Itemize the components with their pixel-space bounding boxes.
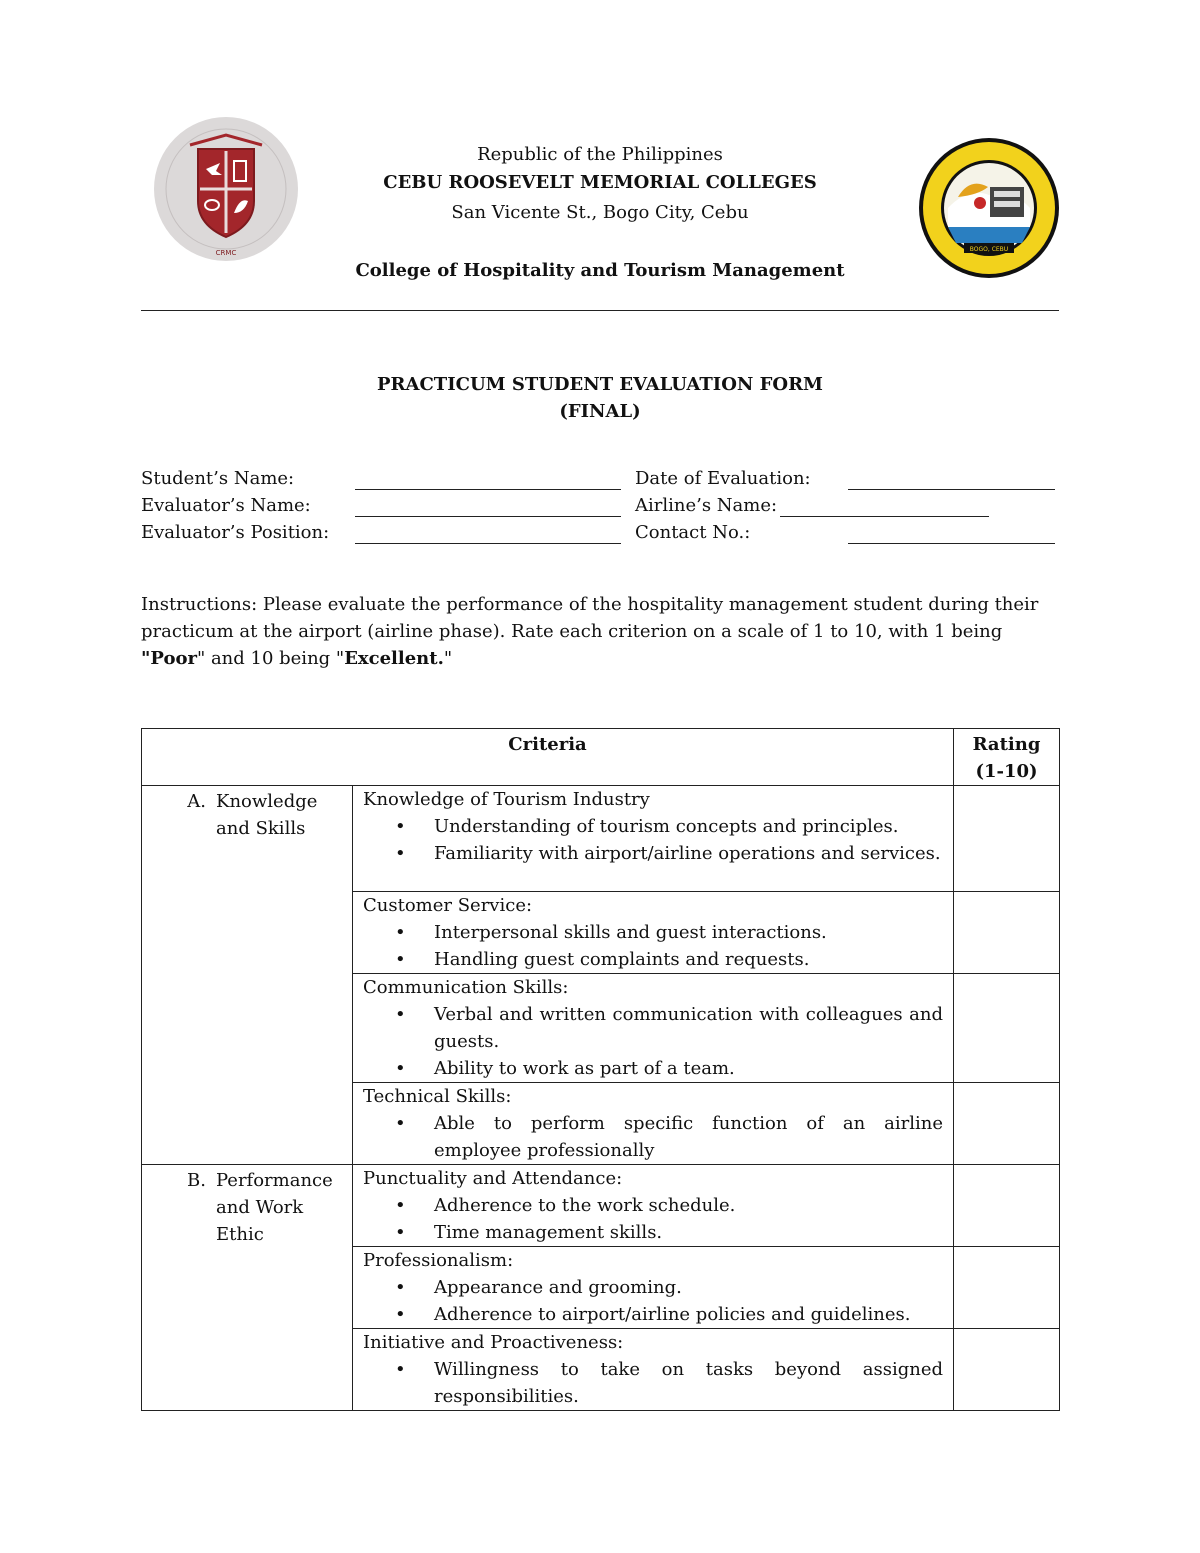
list-item — [363, 1301, 943, 1328]
header-address: San Vicente St., Bogo City, Cebu — [451, 202, 749, 223]
rating-input-cell[interactable] — [954, 1329, 1060, 1411]
criterion-cell — [353, 892, 954, 974]
table-row — [142, 1165, 1060, 1247]
category-name-line: and Work — [216, 1197, 304, 1218]
table-header-row — [142, 729, 1060, 786]
list-item — [363, 840, 943, 867]
bullet-icon: • — [395, 1195, 406, 1216]
rating-header — [954, 729, 1060, 786]
hospitality-department-logo — [154, 117, 298, 261]
criterion-title: Initiative and Proactiveness: — [363, 1332, 624, 1353]
bullet-icon: • — [395, 843, 406, 864]
evaluator-name-field[interactable] — [355, 516, 621, 517]
rating-input-cell[interactable] — [954, 892, 1060, 974]
criterion-list — [363, 1274, 943, 1328]
rating-input-cell[interactable] — [954, 786, 1060, 892]
list-item — [363, 1219, 943, 1246]
table-row — [142, 786, 1060, 892]
criterion-title: Professionalism: — [363, 1250, 514, 1271]
airline-name-field[interactable] — [780, 516, 989, 517]
list-item-text: Verbal and written communication with colleagues and guests. — [434, 1004, 943, 1052]
criterion-list — [363, 813, 943, 867]
poor-label: Poor — [150, 648, 197, 669]
category-name-line: Knowledge — [216, 791, 318, 812]
bullet-icon: • — [395, 1113, 406, 1134]
instructions-text-1: Instructions: Please evaluate the performance of the hospitality management student during their practicum at the airport (airline phase). Rate each criterion on a scale of 1 to 10, with 1 being — [141, 594, 1039, 642]
bullet-icon: • — [395, 1222, 406, 1243]
rating-input-cell[interactable] — [954, 1247, 1060, 1329]
left-logo-caption: CRMC — [215, 249, 237, 257]
list-item — [363, 1356, 943, 1410]
list-item — [363, 1055, 943, 1082]
criterion-list — [363, 1192, 943, 1246]
category-a-cell — [142, 786, 353, 1165]
list-item-text: Able to perform specific function of an airline employee professionally — [434, 1113, 943, 1161]
list-item-text: Appearance and grooming. — [434, 1277, 682, 1298]
bullet-icon: • — [395, 1359, 406, 1380]
list-item-text: Familiarity with airport/airline operations and services. — [434, 843, 941, 864]
criterion-list — [363, 1356, 943, 1410]
list-item-text: Ability to work as part of a team. — [434, 1058, 735, 1079]
list-item — [363, 813, 943, 840]
criterion-cell — [353, 1329, 954, 1411]
quote-close-poor: " — [196, 648, 206, 669]
header-college-name: CEBU ROOSEVELT MEMORIAL COLLEGES — [383, 172, 817, 193]
date-of-evaluation-label: Date of Evaluation: — [635, 468, 811, 489]
category-b-name — [216, 1167, 346, 1248]
criterion-cell — [353, 1165, 954, 1247]
contact-no-field[interactable] — [848, 543, 1055, 544]
list-item-text: Handling guest complaints and requests. — [434, 949, 810, 970]
contact-no-label: Contact No.: — [635, 522, 751, 543]
right-logo-bottom-text: BOGO, CEBU — [969, 246, 1009, 253]
criterion-cell — [353, 1247, 954, 1329]
bullet-icon: • — [395, 1304, 406, 1325]
criterion-title: Technical Skills: — [363, 1086, 512, 1107]
instructions-paragraph — [141, 591, 1061, 672]
list-item — [363, 1274, 943, 1301]
category-name-line: and Skills — [216, 818, 306, 839]
list-item — [363, 919, 943, 946]
list-item — [363, 1110, 943, 1164]
evaluator-position-label: Evaluator’s Position: — [141, 522, 330, 543]
rating-header-line2: (1-10) — [975, 761, 1038, 782]
bullet-icon: • — [395, 816, 406, 837]
list-item-text: Time management skills. — [434, 1222, 663, 1243]
evaluator-name-label: Evaluator’s Name: — [141, 495, 311, 516]
bullet-icon: • — [395, 949, 406, 970]
criterion-title: Customer Service: — [363, 895, 533, 916]
rating-input-cell[interactable] — [954, 1165, 1060, 1247]
student-name-field[interactable] — [355, 489, 621, 490]
form-subtitle: (FINAL) — [559, 401, 641, 422]
category-a-name — [216, 788, 346, 842]
criterion-list — [363, 919, 943, 973]
excellent-label: Excellent. — [344, 648, 444, 669]
rating-input-cell[interactable] — [954, 974, 1060, 1083]
instructions-text-2: and 10 being — [205, 648, 336, 669]
criteria-header: Criteria — [142, 729, 954, 786]
list-item-text: Interpersonal skills and guest interactions. — [434, 922, 827, 943]
header-divider — [141, 310, 1059, 311]
criterion-cell — [353, 974, 954, 1083]
rating-input-cell[interactable] — [954, 1083, 1060, 1165]
quote-close-excellent: " — [443, 648, 453, 669]
criterion-title: Knowledge of Tourism Industry — [363, 789, 650, 810]
list-item-text: Adherence to airport/airline policies and guidelines. — [434, 1304, 911, 1325]
evaluator-position-field[interactable] — [355, 543, 621, 544]
list-item-text: Adherence to the work schedule. — [434, 1195, 736, 1216]
date-of-evaluation-field[interactable] — [848, 489, 1055, 490]
category-b-cell — [142, 1165, 353, 1411]
airline-name-label: Airline’s Name: — [635, 495, 778, 516]
form-title: PRACTICUM STUDENT EVALUATION FORM — [377, 374, 823, 395]
header-department: College of Hospitality and Tourism Management — [355, 260, 845, 281]
college-seal-logo — [918, 137, 1060, 279]
list-item — [363, 946, 943, 973]
quote-open-poor: " — [141, 648, 151, 669]
category-letter: B. — [187, 1170, 206, 1191]
list-item — [363, 1192, 943, 1219]
bullet-icon: • — [395, 1058, 406, 1079]
criterion-list — [363, 1110, 943, 1164]
criterion-list — [363, 1001, 943, 1082]
bullet-icon: • — [395, 1277, 406, 1298]
rating-header-line1: Rating — [972, 734, 1041, 755]
evaluation-table — [141, 728, 1060, 1411]
category-letter: A. — [187, 791, 206, 812]
list-item-text: Willingness to take on tasks beyond assigned responsibilities. — [434, 1359, 943, 1407]
bullet-icon: • — [395, 922, 406, 943]
list-item — [363, 1001, 943, 1055]
category-name-line: Ethic — [216, 1224, 264, 1245]
bullet-icon: • — [395, 1004, 406, 1025]
header-country: Republic of the Philippines — [477, 144, 723, 165]
category-name-line: Performance — [216, 1170, 333, 1191]
criterion-title: Communication Skills: — [363, 977, 569, 998]
criterion-cell — [353, 1083, 954, 1165]
quote-open-excellent: " — [335, 648, 345, 669]
list-item-text: Understanding of tourism concepts and principles. — [434, 816, 899, 837]
criterion-cell — [353, 786, 954, 892]
criterion-title: Punctuality and Attendance: — [363, 1168, 623, 1189]
student-name-label: Student’s Name: — [141, 468, 295, 489]
